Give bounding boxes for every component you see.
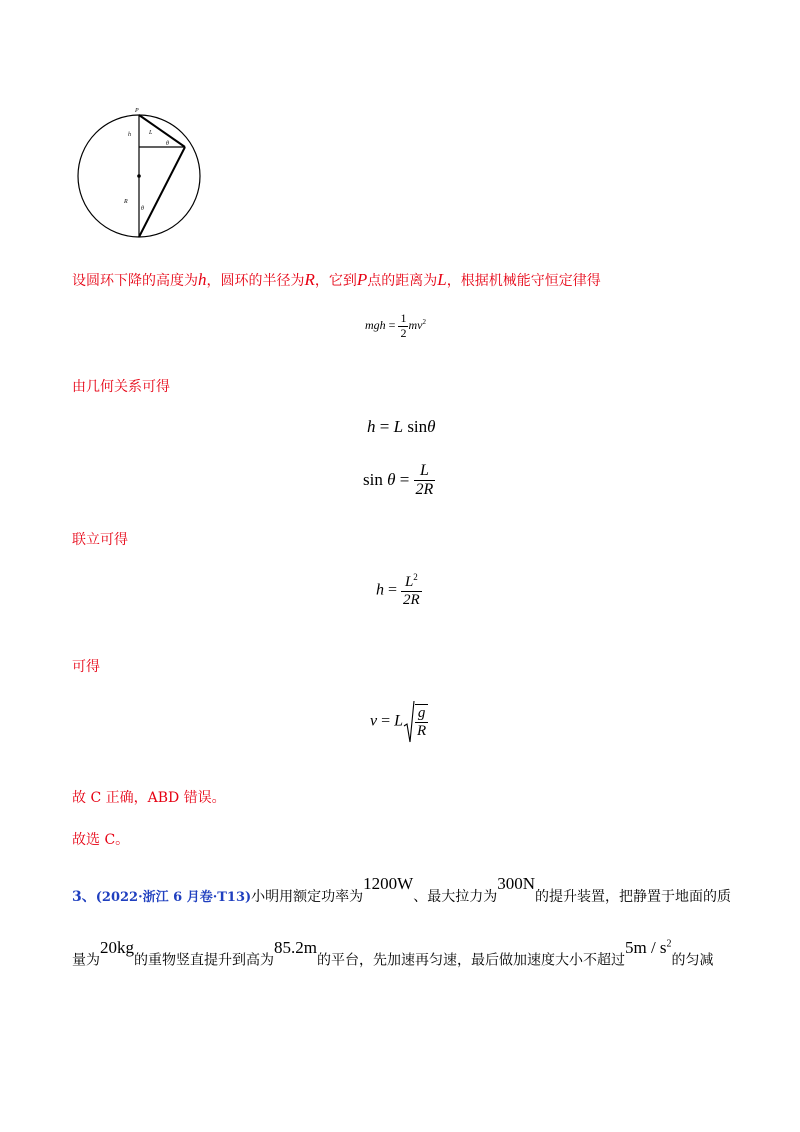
- equation-sin-ratio: [363, 462, 435, 500]
- eq-term: L: [393, 417, 404, 436]
- equation-v-result: [370, 700, 428, 744]
- equation-h-sin: [367, 417, 436, 437]
- denominator: 2: [400, 325, 407, 340]
- text: 小明用额定功率为: [251, 889, 364, 905]
- value-height: 85.2m: [274, 937, 317, 957]
- eq-term: θ: [427, 417, 436, 436]
- text: 设圆环下降的高度为: [72, 273, 198, 289]
- eq-term: mv: [408, 318, 423, 333]
- paragraph-geometry: 由几何关系可得: [72, 379, 170, 395]
- equation-energy: [365, 312, 426, 341]
- sqrt-sign: [403, 700, 415, 744]
- eq-term: v: [370, 712, 378, 730]
- value-accel: [625, 938, 672, 957]
- denominator: 2R: [415, 481, 434, 499]
- denominator: 2R: [403, 592, 420, 609]
- numerator: g: [415, 705, 428, 723]
- superscript: 2: [666, 938, 672, 949]
- numerator-var: L: [404, 574, 414, 590]
- value-power: 1200W: [363, 874, 414, 893]
- center-dot: [137, 174, 141, 178]
- paragraph-thus: 可得: [72, 659, 100, 675]
- label-L: L: [149, 130, 153, 136]
- text: 的重物竖直提升到高为: [134, 952, 274, 969]
- geometry-figure: [75, 100, 205, 240]
- eq-term: h: [376, 581, 384, 599]
- label-h: h: [128, 132, 131, 138]
- question-source: (2022·浙江 6 月卷·T13): [95, 890, 252, 905]
- label-theta-top: θ: [166, 141, 169, 147]
- numerator: 1: [400, 311, 407, 325]
- label-theta-bottom: θ: [141, 206, 144, 212]
- question-3-line-1: [72, 874, 731, 908]
- label-R: R: [124, 199, 128, 205]
- eq-term: h: [367, 417, 376, 436]
- text: ，根据机械能守恒定律得: [446, 273, 601, 289]
- var-P: P: [356, 270, 368, 289]
- eq-term: θ: [387, 469, 396, 489]
- denominator: R: [417, 723, 427, 739]
- question-3-line-2: [72, 937, 714, 971]
- text: 点的距离为: [367, 273, 438, 289]
- text: 的匀减: [671, 952, 714, 969]
- paragraph-conclusion: 故 C 正确，ABD 错误。: [72, 790, 226, 806]
- eq-term: mgh: [365, 318, 386, 333]
- eq-sign: =: [388, 318, 396, 333]
- fraction: [415, 704, 428, 741]
- numerator: L: [414, 462, 436, 481]
- value-force: 300N: [497, 874, 535, 893]
- text: ，圆环的半径为: [206, 273, 305, 289]
- paragraph-combine: 联立可得: [72, 532, 128, 548]
- eq-sign: =: [399, 469, 410, 489]
- accel-text: 5m / s: [624, 937, 667, 957]
- text: 的提升装置，把静置于地面的质: [534, 889, 731, 905]
- eq-sign: =: [388, 581, 398, 599]
- fraction: [414, 462, 436, 500]
- paragraph-setup: [72, 270, 601, 291]
- eq-func: sin: [363, 469, 383, 489]
- equation-h-result: [376, 572, 422, 610]
- superscript: 2: [422, 318, 426, 327]
- eq-func: sin: [407, 417, 428, 436]
- var-h: h: [198, 270, 207, 289]
- eq-sign: =: [381, 712, 391, 730]
- text: 、最大拉力为: [413, 889, 498, 905]
- superscript: 2: [413, 572, 418, 582]
- text: 量为: [72, 952, 100, 969]
- question-number: 3、: [72, 889, 96, 905]
- value-mass: 20kg: [100, 937, 134, 957]
- fraction: [398, 312, 408, 341]
- label-P: P: [135, 108, 139, 114]
- eq-term: L: [394, 712, 404, 730]
- numerator: [401, 572, 422, 592]
- text: ，它到: [314, 273, 357, 289]
- var-R: R: [304, 270, 315, 289]
- paragraph-answer: 故选 C。: [72, 832, 130, 848]
- text: 的平台，先加速再匀速，最后做加速度大小不超过: [316, 952, 625, 969]
- fraction: [401, 572, 422, 610]
- eq-sign: =: [379, 417, 390, 436]
- var-L: L: [437, 270, 447, 289]
